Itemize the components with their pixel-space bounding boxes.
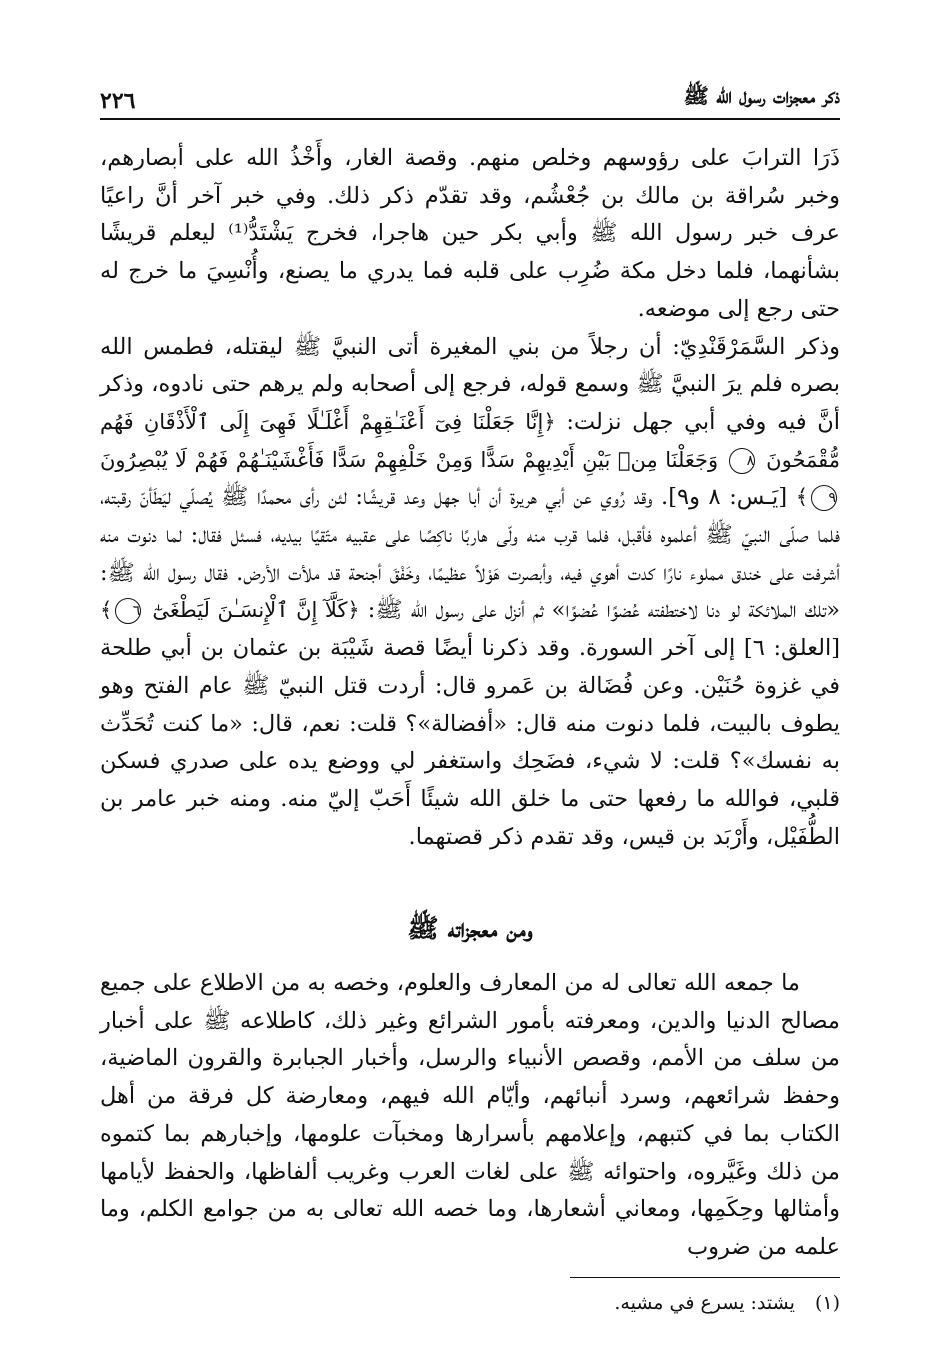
page-header <box>100 82 840 120</box>
footnote <box>100 1292 840 1314</box>
running-title: ذكر معجزات رسول الله ﷺ <box>683 83 840 108</box>
ayah-number-8: ٨ <box>729 448 755 474</box>
section-text: ما جمعه الله تعالى له من المعارف والعلوم، وخصه به من الاطلاع على جميع مصالح الدنيا والدين، ومعرفته بأمور الشرائع وغير ذلك، كاطلاعه ﷺ على أخبار من سلف من الأمم، وقصص الأنبياء والرسل، وأخبار الجبابرة والقرون الماضية، وحفظ شرائعهم، وسرد أنبائهم، وأيّام الله فيهم، ومعارضة كل فرقة من أهل الكتاب بما في كتبهم، وإعلامهم بأسرارها ومخبآت علومها، وإخبارهم بما كتموه من ذلك وغَيَّروه، واحتوائه ﷺ على لغات العرب وغريب ألفاظها، والحفظ لأيامها وأمثالها وحِكَمِها، ومعاني أشعارها، وما خصه الله تعالى به من جوامع الكلم، وما علمه من ضروب <box>100 970 840 1260</box>
quran-verse-yasin-9: وَجَعَلْنَا مِنۢ بَيْنِ أَيْدِيهِمْ سَدًّا وَمِنْ خَلْفِهِمْ سَدًّا فَأَغْشَيْنَـٰهُمْ فَهُمْ لَا يُبْصِرُونَ <box>100 447 719 472</box>
paragraph-2-intro: وذكر السَّمَرْقَنْدِيّ: أن رجلاً من بني المغيرة أتى النبيَّ ﷺ ليقتله، فطمس الله بصره فلم يرَ النبيَّ ﷺ وسمع قوله، فرجع إلى أصحابه ولم يرهم حتى نادوه، وذكر أنَّ فيه وفي أبي جهل نزلت: <box>100 333 841 435</box>
quran-verse-yasin-8: ﴿إِنَّا جَعَلْنَا فِىٓ أَعْنَـٰقِهِمْ أَغْلَـٰلًا فَهِىَ إِلَى ٱلْأَذْقَانِ فَهُم مُّقْمَحُونَ <box>100 409 841 472</box>
footnote-text: يشتد: يسرع في مشيه. <box>614 1292 795 1314</box>
page-number: ٢٢٦ <box>100 88 136 114</box>
paragraph-2 <box>100 329 840 857</box>
ayah-number-6: ٦ <box>115 598 141 624</box>
footnote-divider <box>570 1277 840 1278</box>
main-text <box>100 140 840 856</box>
quran-verse-alaq-6: ﴿كَلَّآ إِنَّ ٱلْإِنسَـٰنَ لَيَطْغَىٰٓ <box>152 598 360 623</box>
quran-reference-yasin: [يَـس: ٨ و٩]. <box>661 484 788 511</box>
paragraph-2-body: وقد رُوي عن أبي هريرة أن أبا جهل وعد قريشًا: لئن رأى محمدًا ﷺ يُصلّي ليَطَأنّ رقبته، فلما صلّى النبيّ ﷺ أعلموه فأقبل، فلما قرب منه ولّى هاربًا ناكِصًا على عقبيه متّقيًا بيديه، فسئل فقال: لما دنوت منه أشرفت على خندق مملوء نارًا كدت أهوي فيه، وأبصرت هَوْلاً عظيمًا، وخَفْقَ أجنحة قد ملأت الأرض. فقال رسول الله ﷺ: «تلك الملائكة لو دنا لاختطفته عُضوًا عُضوًا» ثم أنزل على رسول الله ﷺ: <box>100 484 840 624</box>
quran-close-bracket-2: ﴾ <box>100 598 113 623</box>
quran-reference-alaq: [العلق: ٦] إلى آخر السورة. <box>578 635 840 662</box>
quran-close-bracket: ﴾ <box>795 485 808 510</box>
paragraph-1: ذَرَا الترابَ على رؤوسهم وخلص منهم. وقصة الغار، وأَخْذُ الله على أبصارهم، وخبر سُراقة بن مالك بن جُعْشُم، وقد تقدّم ذكر ذلك. وفي خبر آخر أنَّ راعيًا عرف خبر رسول الله ﷺ وأبي بكر حين هاجرا، فخرج يَشْتَدُّ⁽¹⁾ ليعلم قريشًا بشأنهما، فلما دخل مكة ضُرِب على قلبه فما يدري ما يصنع، وأُنْسِيَ ما خرج له حتى رجع إلى موضعه. <box>100 145 840 322</box>
paragraph-2-end: وقد ذكرنا أيضًا قصة شَيْبَة بن عثمان بن أبي طلحة في غزوة حُنَيْن. وعن فُضَالة بن عَمرو قال: أردت قتل النبيّ ﷺ عام الفتح وهو يطوف بالبيت، فلما دنوت منه قال: «أفضالة»؟ قلت: نعم، قال: «ما كنت تُحَدِّث به نفسك»؟ قلت: لا شيء، فضَحِك واستغفر لي ووضع يده على صدري فسكن قلبي، فوالله ما رفعها حتى ما خلق الله شيئًا أَحَبّ إليّ منه. ومنه خبر عامر بن الطُّفَيْل، وأَرْبَد بن قيس، وقد تقدم ذكر قصتهما. <box>100 635 840 850</box>
ayah-number-9: ٩ <box>811 485 837 511</box>
section-heading: ومن معجزاته ﷺ <box>407 914 533 944</box>
footnote-marker: (١) <box>814 1292 840 1314</box>
